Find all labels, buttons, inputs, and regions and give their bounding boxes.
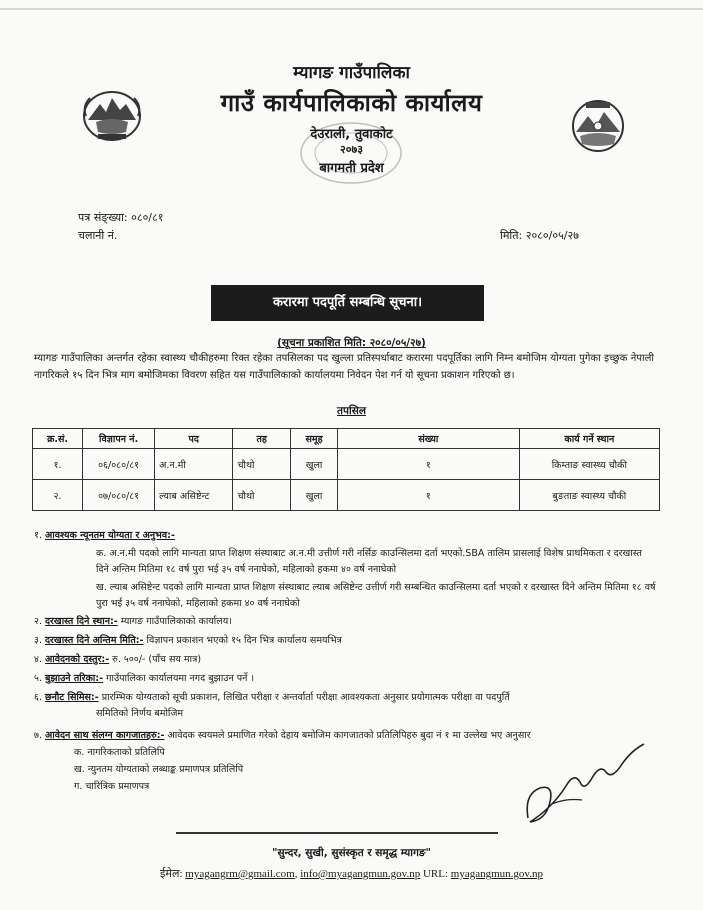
reference-number: पत्र संङ्ख्या: ०८०/८१ <box>78 211 164 224</box>
cell-post: ल्याब असिष्टेन्ट <box>155 480 233 511</box>
col-post: पद <box>155 429 233 449</box>
col-serial: क्र.सं. <box>33 429 83 449</box>
cell-group: खुला <box>291 449 338 480</box>
section-qualification: १. आवश्यक न्यूनतम योग्यता र अनुभव:- <box>34 530 175 541</box>
cell-level: चौथो <box>233 449 291 480</box>
cell-level: चौथो <box>233 480 291 511</box>
col-group: समूह <box>291 429 338 449</box>
qualification-lab: ख. ल्याब असिष्टेन्ट पदको लागि मान्यता प्राप्त शिक्षण संस्थाबाट ल्याब असिष्टेन्ट उत्तीर्ण गरी सम्बन्धित काउन्सिलमा दर्ता भएको र दरखास्त दिने अन्तिम मितिमा १८ वर्ष पुरा भई ३५ वर्ष ननाघेको, महिलाको हकमा ४० वर्ष ननाघेको <box>96 582 656 609</box>
cell-count: १ <box>338 449 520 480</box>
table-row <box>33 449 660 480</box>
publication-date: (सूचना प्रकाशित मिति: २०८०/०५/२७) <box>277 337 426 349</box>
scan-top-edge <box>0 8 703 10</box>
footer-rule <box>176 832 498 834</box>
notice-title: करारमा पदपूर्ति सम्बन्धि सूचना। <box>211 285 484 321</box>
section-documents: ७. आवेदन साथ संलग्न कागजातहरु:- आवेदक स्वयमले प्रमाणित गरेको देहाय बमोजिम कागजातको प्रतिलिपिहरु बुदा नं १ मा उल्लेख भए अनुसार <box>34 730 531 741</box>
cell-serial: २. <box>33 480 83 511</box>
cell-workplace: किम्ताङ स्वास्थ्य चौकी <box>519 449 659 480</box>
section-selection: ६. छनौट सिमिस:- प्रारम्भिक योग्यताको सूची प्रकाशन, लिखित परीक्षा र अन्तर्वार्ता परीक्षा आवश्यकता अनुसार प्रयोगात्मक परीक्षा वा पदपुर्ति <box>34 692 510 703</box>
established-year: २०७३ <box>340 143 363 156</box>
cell-ad-number: ०७/०८०/८१ <box>83 480 155 511</box>
section-fee: ४. आवेदनको दस्तुर:- रु. ५००/- (पाँच सय मात्र) <box>34 654 202 665</box>
office-name: गाउँ कार्यपालिकाको कार्यालय <box>220 89 483 117</box>
email-link-1[interactable]: myagangrm@gmail.com <box>185 868 295 880</box>
table-header-row <box>33 429 660 449</box>
office-address: देउराली, तुवाकोट <box>310 127 393 142</box>
col-level: तह <box>233 429 291 449</box>
section-deadline: ३. दरखास्त दिने अन्तिम मिति:- विज्ञापन प्रकाशन भएको १५ दिन भित्र कार्यालय समयभित्र <box>34 635 342 646</box>
cell-group: खुला <box>291 480 338 511</box>
col-count: संख्या <box>338 429 520 449</box>
cell-count: १ <box>338 480 520 511</box>
qualification-anm: क. अ.न.मी पदको लागि मान्यता प्राप्त शिक्षण संस्थाबाट अ.न.मी उत्तीर्ण गरी नर्सिङ काउन्सिलमा दर्ता भएको.SBA तालिम प्रासलाई विशेष प्राथमिकता र दरखास्त दिने अन्तिम मितिमा १८ वर्ष पुरा भई ३५ वर्ष ननाघेको, महिलाको हकमा ४० वर्ष ननाघेको <box>96 548 642 575</box>
signature <box>522 742 648 828</box>
email-link-2[interactable]: info@myagangmun.gov.np <box>300 868 421 880</box>
vacancy-table <box>32 428 660 511</box>
col-ad-number: विज्ञापन नं. <box>83 429 155 449</box>
section-application-place: २. दरखास्त दिने स्थान:- म्यागङ गाउँपालिकाको कार्यालय। <box>34 616 232 627</box>
col-workplace: कार्य गर्ने स्थान <box>519 429 659 449</box>
intro-paragraph: म्यागङ गाउँपालिका अन्तर्गत रहेका स्वास्थ्य चौकीहरुमा रिक्त रहेका तपसिलका पद खुल्ला प्रतिस्पर्धाबाट करारमा पदपूर्तिका लागि निम्न बमोजिम योग्यता पुगेका इच्छुक नेपाली नागरिकले १५ दिन भित्र माग बमोजिमका विवरण सहित यस गाउँपालिकाको कार्यालयमा निवेदन पेश गर्न यो सूचना प्रकाशन गरिएको छ। <box>34 353 654 381</box>
document-transcript: ख. न्युनतम योग्यताको लब्धाङ्क प्रमाणपत्र प्रतिलिपि <box>74 764 244 775</box>
cell-ad-number: ०६/०८०/८१ <box>83 449 155 480</box>
section-selection-cont: समितिको निर्णय बमोजिम <box>96 708 184 719</box>
letter-date: मिति: २०८०/०५/२७ <box>500 229 579 242</box>
website-link[interactable]: myagangmun.gov.np <box>450 868 543 880</box>
document-citizenship: क. नागरिकताको प्रतिलिपि <box>74 747 165 758</box>
dispatch-number: चलानी नं. <box>78 229 118 242</box>
section-payment-method: ५. बुझाउने तरिका:- गाउँपालिका कार्यालयमा नगद बुझाउन पर्ने । <box>34 673 255 684</box>
table-title: तपसिल <box>337 405 366 417</box>
document-character: ग. चारित्रिक प्रमाणपत्र <box>74 781 150 792</box>
cell-serial: १. <box>33 449 83 480</box>
contact-line: ईमेल: myagangrm@gmail.com, info@myagangmun.gov.np URL: myagangmun.gov.np <box>160 868 543 880</box>
cell-workplace: बुङताङ स्वास्थ्य चौकी <box>519 480 659 511</box>
municipality-slogan: "सुन्दर, सुखी, सुसंस्कृत र समृद्ध म्यागङ" <box>271 847 432 859</box>
province-name: बागमती प्रदेश <box>319 161 384 176</box>
municipality-name: म्यागङ गाउँपालिका <box>293 63 410 83</box>
cell-post: अ.न.मी <box>155 449 233 480</box>
table-row <box>33 480 660 511</box>
